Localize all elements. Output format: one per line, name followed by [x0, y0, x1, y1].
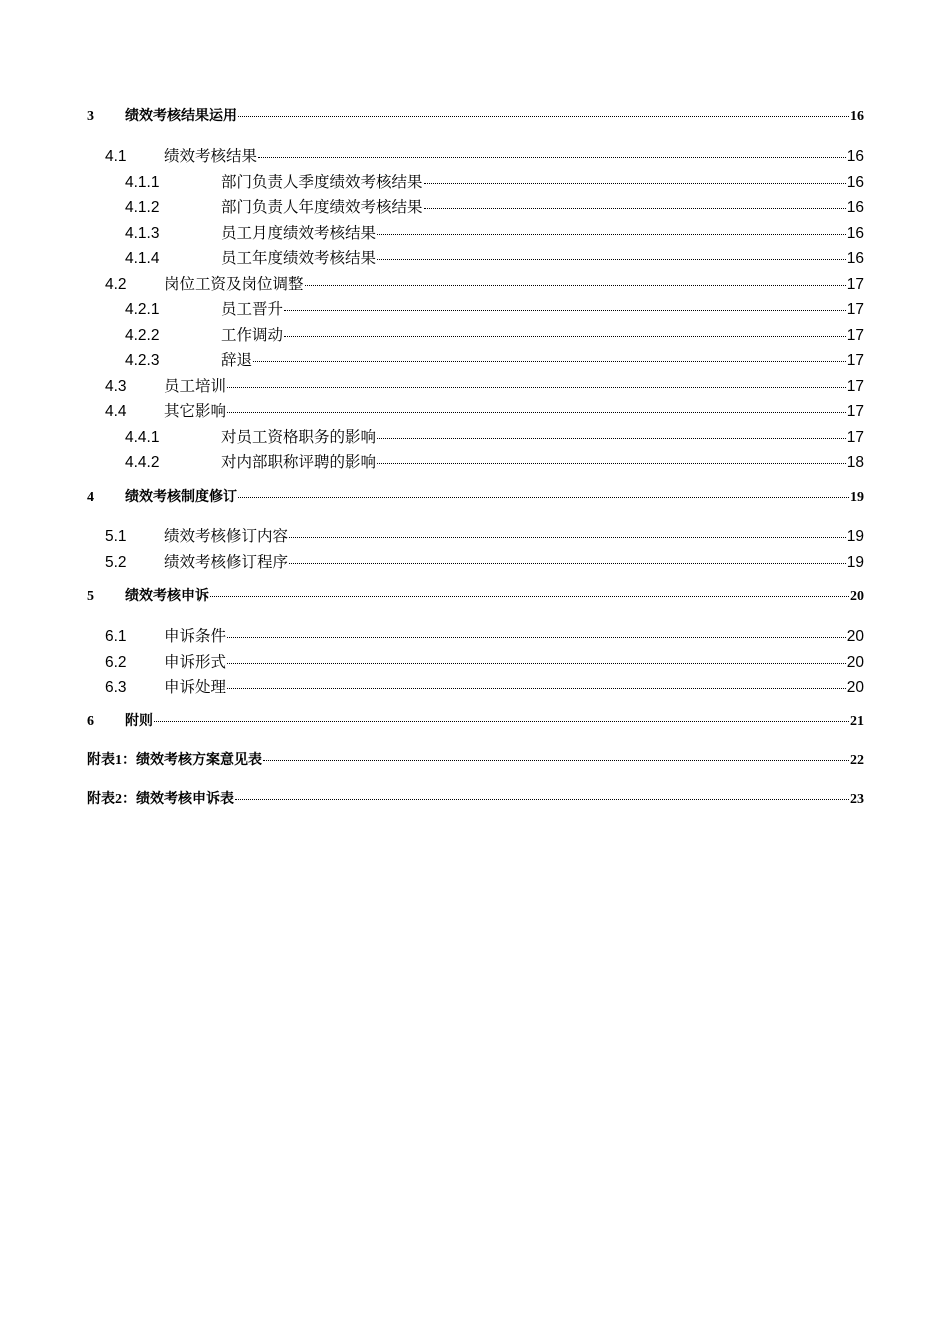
toc-entry-number: 4.4: [105, 403, 127, 420]
toc-entry-title: 附则: [125, 714, 153, 729]
toc-entry-title: 员工月度绩效考核结果: [221, 224, 377, 242]
toc-leader: [227, 688, 846, 689]
toc-entry-number: 4.3: [105, 378, 127, 395]
toc-entry-title: 绩效考核修订内容: [164, 527, 289, 545]
toc-leader: [210, 596, 849, 597]
toc-entry-page: 17: [846, 429, 864, 446]
toc-entry-page: 16: [846, 148, 864, 165]
toc-entry-page: 22: [850, 753, 864, 768]
toc-entry-page: 17: [846, 301, 864, 318]
toc-entry-page: 19: [850, 490, 864, 505]
toc-entry-number: 4: [87, 490, 94, 505]
toc-entry[interactable]: [125, 195, 864, 217]
toc-entry-page: 20: [846, 654, 864, 671]
toc-entry-number: 6.2: [105, 654, 127, 671]
toc-entry-page: 16: [846, 225, 864, 242]
toc-entry[interactable]: [105, 650, 864, 672]
toc-entry[interactable]: [105, 374, 864, 396]
toc-entry-title: 辞退: [221, 351, 253, 369]
toc-entry-number: 4.1.4: [125, 250, 160, 267]
toc-leader: [377, 234, 846, 235]
toc-leader: [227, 663, 846, 664]
toc-entry-number: 4.2.3: [125, 352, 160, 369]
toc-entry-page: 16: [846, 250, 864, 267]
toc-entry[interactable]: [125, 246, 864, 268]
toc-leader: [289, 537, 846, 538]
toc-entry-title: 部门负责人年度绩效考核结果: [221, 198, 423, 216]
toc-entry[interactable]: [87, 788, 864, 808]
toc-entry-page: 19: [846, 528, 864, 545]
toc-entry-title: 申诉条件: [164, 627, 227, 645]
toc-leader: [227, 637, 846, 638]
toc-entry-page: 20: [850, 589, 864, 604]
toc-leader: [154, 721, 849, 722]
toc-entry-page: 17: [846, 403, 864, 420]
toc-entry-title: 绩效考核修订程序: [164, 553, 289, 571]
toc-entry-number: 4.1.2: [125, 199, 160, 216]
toc-entry-title: 工作调动: [221, 326, 284, 344]
toc-entry-title: 申诉处理: [164, 678, 227, 696]
toc-entry-title: 员工培训: [164, 377, 227, 395]
toc-entry[interactable]: [125, 450, 864, 472]
toc-entry-page: 20: [846, 628, 864, 645]
toc-entry-number: 6.1: [105, 628, 127, 645]
toc-entry-number: 4.4.2: [125, 454, 160, 471]
toc-entry[interactable]: [125, 425, 864, 447]
toc-entry-page: 19: [846, 554, 864, 571]
toc-entry[interactable]: [105, 524, 864, 546]
toc-entry-title: 申诉形式: [164, 653, 227, 671]
toc-entry[interactable]: [125, 297, 864, 319]
toc-entry[interactable]: [125, 348, 864, 370]
toc-entry[interactable]: [105, 675, 864, 697]
toc-entry-number: 4.2.1: [125, 301, 160, 318]
toc-entry-number: 4.1.3: [125, 225, 160, 242]
toc-entry-page: 23: [850, 792, 864, 807]
toc-leader: [263, 760, 849, 761]
toc-entry[interactable]: [87, 486, 864, 506]
toc-leader: [227, 387, 846, 388]
toc-leader: [258, 157, 846, 158]
toc-leader: [284, 336, 846, 337]
toc-entry[interactable]: [87, 105, 864, 125]
toc-leader: [289, 563, 846, 564]
toc-entry-number: 6.3: [105, 679, 127, 696]
toc-entry-title: 绩效考核申诉: [125, 589, 209, 604]
toc-entry-number: 5: [87, 589, 94, 604]
toc-entry-page: 16: [846, 174, 864, 191]
toc-entry[interactable]: [125, 170, 864, 192]
toc-entry-title: 附表1：绩效考核方案意见表: [87, 753, 262, 768]
toc-entry[interactable]: [87, 585, 864, 605]
toc-entry[interactable]: [105, 550, 864, 572]
toc-entry-number: 4.1: [105, 148, 127, 165]
toc-entry-title: 其它影响: [164, 402, 227, 420]
toc-entry[interactable]: [125, 221, 864, 243]
toc-entry-title: 绩效考核结果: [164, 147, 258, 165]
toc-entry-page: 18: [846, 454, 864, 471]
toc-entry[interactable]: [105, 624, 864, 646]
toc-leader: [253, 361, 846, 362]
toc-entry-title: 对内部职称评聘的影响: [221, 453, 377, 471]
toc-entry-page: 17: [846, 352, 864, 369]
toc-entry-title: 绩效考核制度修订: [125, 490, 237, 505]
toc-entry-page: 17: [846, 327, 864, 344]
toc-leader: [284, 310, 846, 311]
toc-entry[interactable]: [105, 272, 864, 294]
toc-leader: [305, 285, 846, 286]
toc-entry-number: 4.1.1: [125, 174, 160, 191]
toc-entry-title: 员工年度绩效考核结果: [221, 249, 377, 267]
toc-entry-title: 对员工资格职务的影响: [221, 428, 377, 446]
toc-leader: [238, 497, 849, 498]
toc-leader: [424, 183, 846, 184]
toc-entry-number: 3: [87, 109, 94, 124]
toc-entry-title: 绩效考核结果运用: [125, 109, 237, 124]
toc-entry-number: 4.2.2: [125, 327, 160, 344]
toc-entry[interactable]: [125, 323, 864, 345]
toc-entry-page: 17: [846, 276, 864, 293]
toc-entry-page: 21: [850, 714, 864, 729]
toc-entry-page: 20: [846, 679, 864, 696]
toc-leader: [377, 463, 846, 464]
toc-entry-page: 16: [846, 199, 864, 216]
toc-entry-page: 16: [850, 109, 864, 124]
toc-entry-title: 岗位工资及岗位调整: [164, 275, 304, 293]
toc-leader: [238, 116, 849, 117]
toc-entry-number: 6: [87, 714, 94, 729]
toc-entry[interactable]: [105, 399, 864, 421]
toc-entry-number: 4.2: [105, 276, 127, 293]
toc-leader: [227, 412, 846, 413]
toc-entry-title: 员工晋升: [221, 300, 284, 318]
toc-entry[interactable]: [105, 144, 864, 166]
toc-leader: [377, 259, 846, 260]
toc-entry[interactable]: [87, 749, 864, 769]
toc-entry-number: 5.2: [105, 554, 127, 571]
toc-entry-title: 部门负责人季度绩效考核结果: [221, 173, 423, 191]
toc-entry[interactable]: [87, 710, 864, 730]
toc-leader: [424, 208, 846, 209]
toc-leader: [377, 438, 846, 439]
toc-entry-title: 附表2：绩效考核申诉表: [87, 792, 234, 807]
toc-leader: [235, 799, 849, 800]
toc-entry-number: 5.1: [105, 528, 127, 545]
toc-entry-number: 4.4.1: [125, 429, 160, 446]
toc-entry-page: 17: [846, 378, 864, 395]
